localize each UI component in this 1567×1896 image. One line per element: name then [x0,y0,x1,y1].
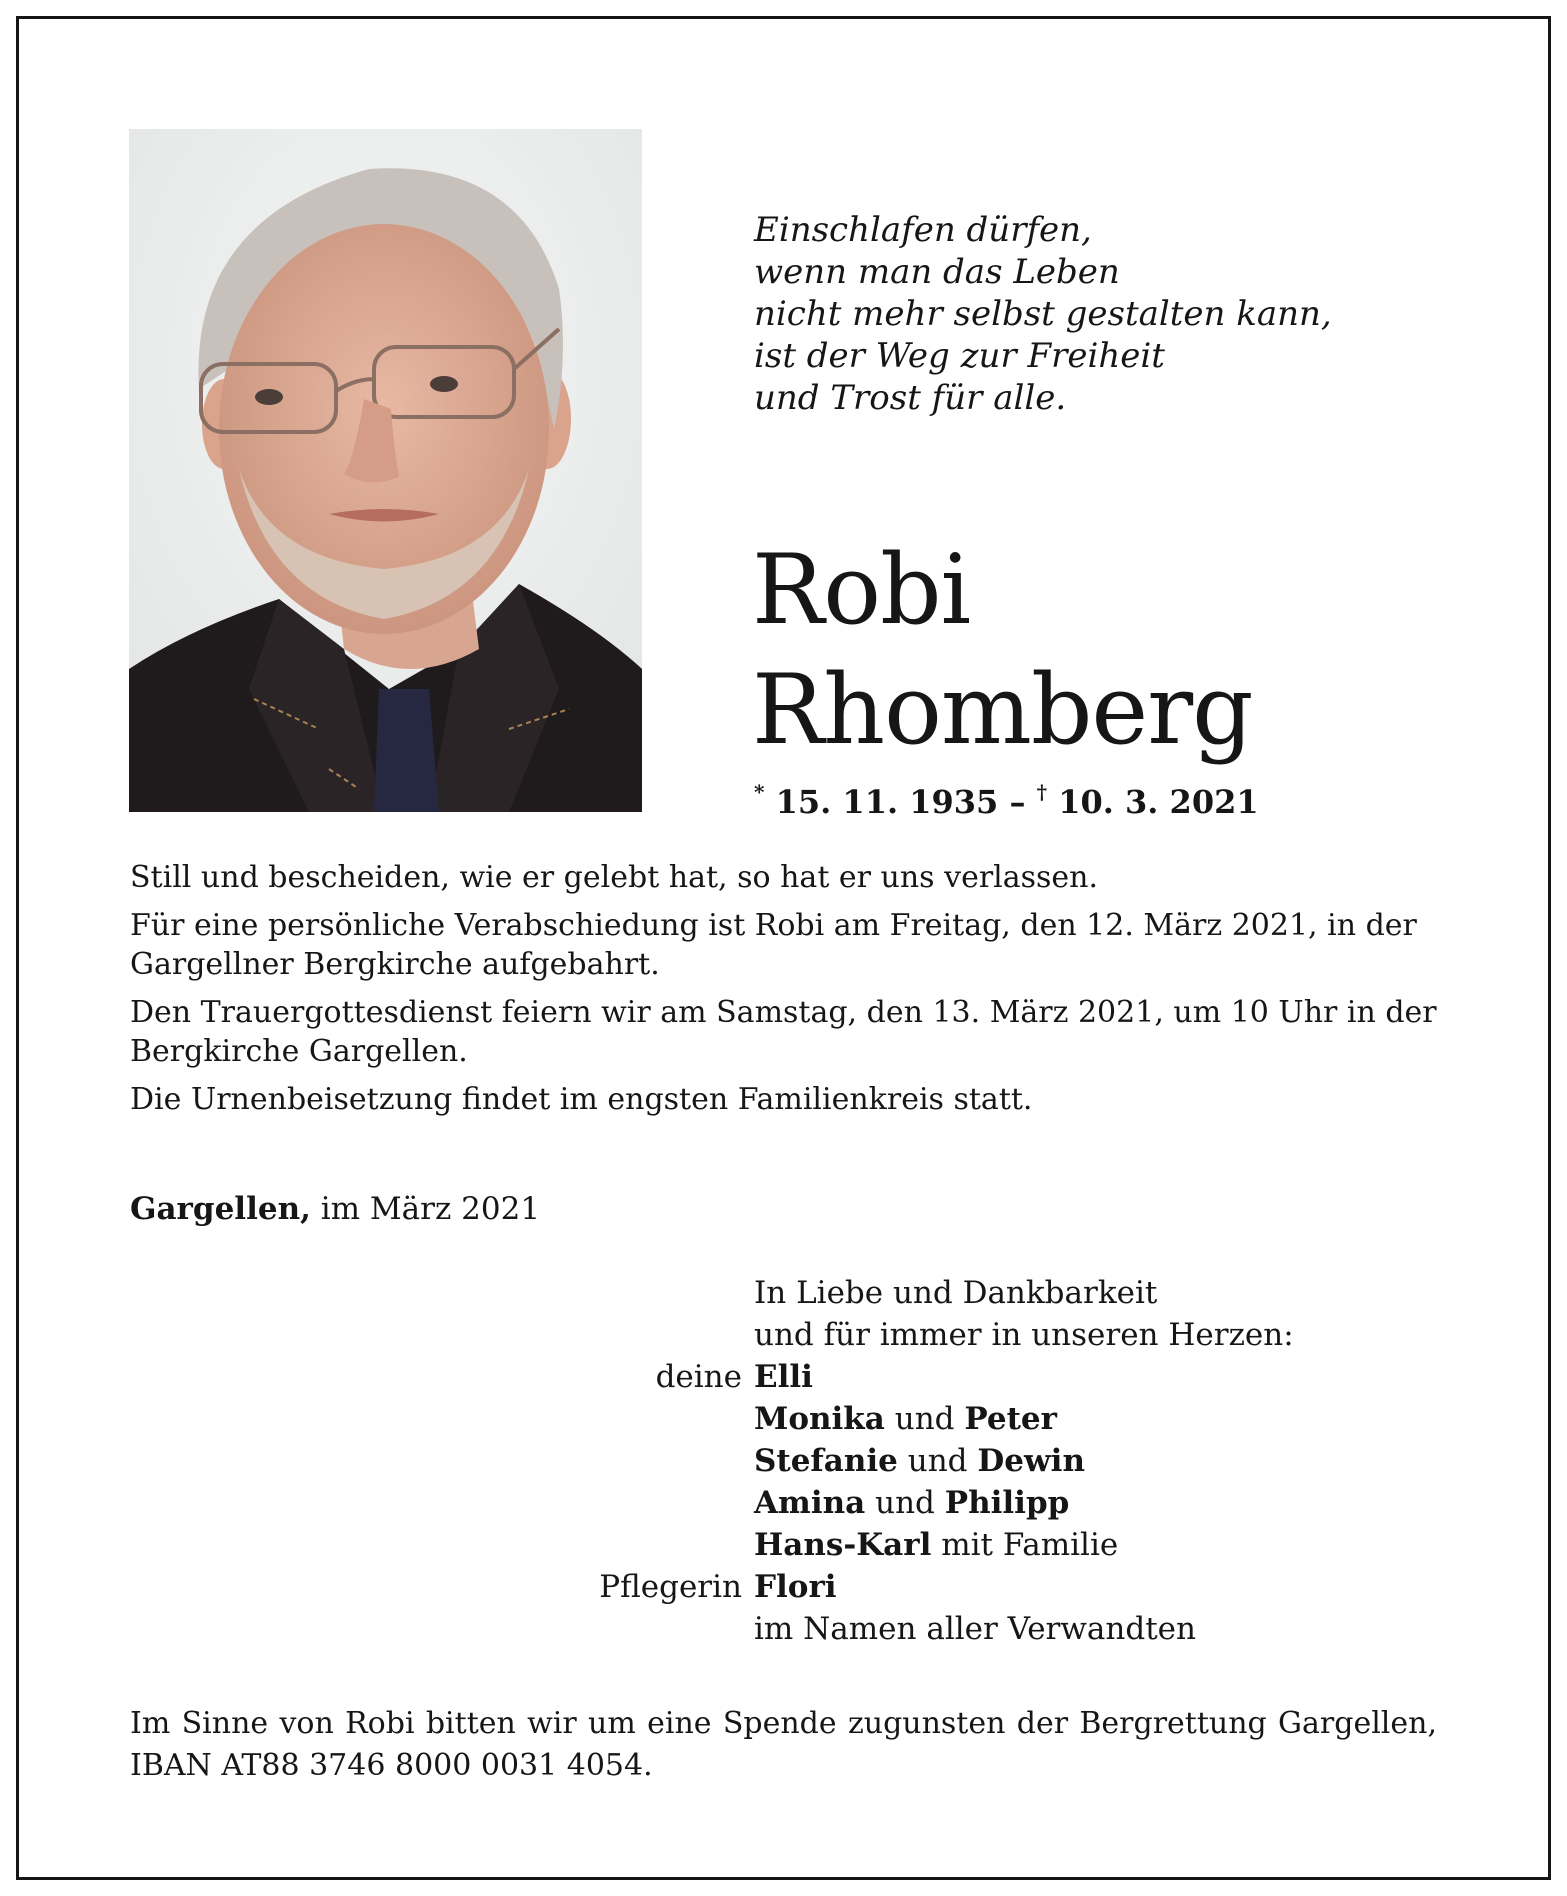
quote-line: nicht mehr selbst gestalten kann, [754,294,1332,334]
quote-line: ist der Weg zur Freiheit [754,336,1165,376]
join-word: mit Familie [941,1527,1119,1563]
first-name: Robi [752,534,971,646]
town: Gargellen, [130,1191,311,1227]
family-name: Monika [754,1401,885,1437]
join-word: und [875,1485,935,1521]
birth-date: 15. 11. 1935 [775,783,999,821]
deceased-name [752,530,1253,770]
quote-line: Einschlafen dürfen, [754,210,1092,250]
death-symbol: † [1036,780,1048,804]
announcement-text [130,858,1437,1128]
family-signature [599,1272,1294,1650]
row-prefix: Pflegerin [599,1569,742,1605]
paragraph: Den Trauergottesdienst feiern wir am Samstag, den 13. März 2021, um 10 Uhr in der Bergkirche Gargellen. [130,995,1437,1069]
date-dash: – [1009,783,1026,821]
family-name: Elli [754,1359,813,1395]
donation-note: Im Sinne von Robi bitten wir um eine Spende zugunsten der Bergrettung Gargellen, IBAN AT88 3746 8000 0031 4054. [130,1706,1437,1783]
family-row [599,1566,1294,1608]
paragraph: Für eine persönliche Verabschiedung ist Robi am Freitag, den 12. März 2021, in der Gargellner Bergkirche aufgebahrt. [130,908,1417,982]
place-and-date [130,1191,540,1227]
portrait-photo [129,129,642,812]
quote [754,209,1394,419]
family-name: Peter [964,1401,1057,1437]
intro-line: und für immer in unseren Herzen: [754,1317,1294,1353]
family-row [754,1482,1294,1524]
join-word: und [894,1401,955,1437]
last-name: Rhomberg [752,654,1253,766]
quote-line: und Trost für alle. [754,378,1067,418]
family-name: Stefanie [754,1443,898,1479]
family-row [754,1440,1294,1482]
family-row [754,1398,1294,1440]
family-name: Flori [754,1569,837,1605]
family-row [655,1356,1294,1398]
family-name: Philipp [944,1485,1070,1521]
paragraph: Die Urnenbeisetzung findet im engsten Familienkreis statt. [130,1082,1033,1117]
family-name: Amina [754,1485,866,1521]
join-word: und [907,1443,968,1479]
intro-line: In Liebe und Dankbarkeit [754,1275,1158,1311]
closing-line: im Namen aller Verwandten [754,1611,1196,1647]
quote-line: wenn man das Leben [754,252,1120,292]
row-prefix: deine [655,1359,742,1395]
birth-symbol: * [754,780,765,804]
month-date: im März 2021 [320,1191,541,1227]
family-name: Dewin [977,1443,1085,1479]
life-dates [754,780,1259,821]
family-row [754,1524,1294,1566]
paragraph: Still und bescheiden, wie er gelebt hat, so hat er uns verlassen. [130,860,1099,895]
family-name: Hans-Karl [754,1527,932,1563]
death-date: 10. 3. 2021 [1058,783,1259,821]
